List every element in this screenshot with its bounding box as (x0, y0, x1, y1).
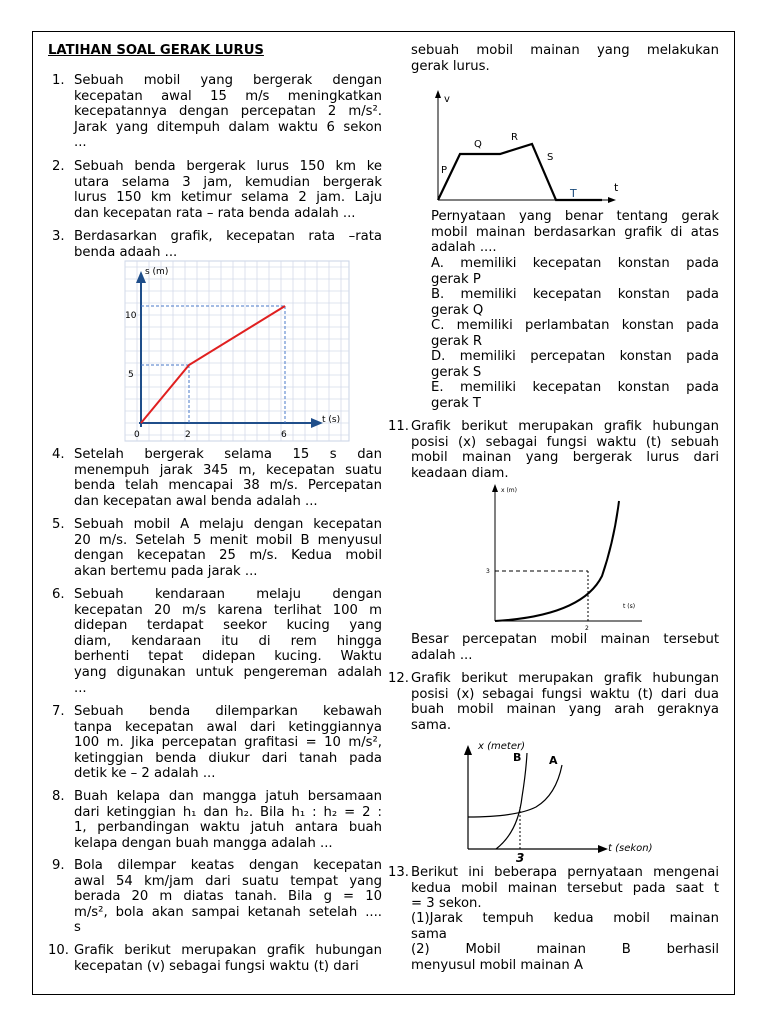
text-line: ... (74, 135, 87, 151)
text-line: A. memiliki kecepatan konstan pada (431, 256, 719, 271)
question-number: 8. (52, 789, 65, 804)
text-line: benda telah mencapai 38 m/s. Percepatan (74, 478, 382, 494)
y-tick-10: 10 (125, 311, 137, 321)
text-line: Bola dilempar keatas dengan kecepatan (74, 858, 382, 873)
text-line: diam, kendaraan itu di rem hingga (74, 633, 382, 649)
text-line: Sebuah benda bergerak lurus 150 km ke (74, 159, 382, 174)
text-line: keadaan diam. (411, 465, 509, 481)
velocity-line (438, 144, 602, 200)
text-line: kedua mobil mainan tersebut pada saat t (411, 880, 719, 896)
x-tick-2: 2 (585, 625, 589, 632)
text-line: Grafik berikut merupakan grafik hubungan (411, 671, 719, 686)
label-q: Q (474, 139, 482, 150)
text-line: 20 m/s. Setelah 5 menit mobil B menyusul (74, 532, 382, 548)
question-text (74, 447, 382, 509)
text-line: buah mobil mainan yang arah geraknya (411, 702, 719, 718)
question-text (411, 671, 719, 733)
t-axis-label: t (sekon) (608, 843, 653, 854)
question-text (74, 858, 382, 936)
question-text (74, 517, 382, 579)
x-tick-2: 2 (185, 430, 191, 440)
question-text (74, 704, 382, 782)
label-s: S (547, 152, 554, 163)
text-line: gerak lurus. (411, 58, 490, 74)
text-line: m/s², bola akan sampai ketanah setelah .... (74, 904, 382, 920)
x-tick-0: 0 (134, 430, 140, 440)
t-axis-arrow (608, 197, 616, 203)
text-line: adalah .... (431, 240, 497, 256)
question-13-statement-1 (411, 911, 719, 942)
text-line: menempuh jarak 345 m, kecepatan suatu (74, 462, 382, 478)
text-line: 100 m. Jika percepatan grafitasi = 10 m/s², (74, 735, 382, 751)
text-line: sebuah mobil mainan yang melakukan (411, 43, 719, 58)
text-line: posisi (x) sebagai fungsi waktu (t) sebuah (411, 434, 719, 450)
x-axis-arrow (492, 484, 498, 492)
question-text (74, 587, 382, 696)
text-line: ... (74, 680, 87, 696)
text-line: C. memiliki perlambatan konstan pada (431, 318, 719, 333)
car-a-curve (468, 765, 562, 817)
text-line: ketinggian benda diukur dari tanah pada (74, 750, 382, 766)
text-line: gerak R (431, 333, 482, 349)
t-axis-label: t (614, 181, 619, 194)
text-line: Buah kelapa dan mangga jatuh bersamaan (74, 789, 382, 804)
question-number: 4. (52, 447, 65, 462)
position-time-graph-2 (456, 737, 676, 865)
text-line: dengan kecepatan 25 m/s. Kedua mobil (74, 548, 382, 564)
text-line: berhenti tepat didepan kucing. Waktu (74, 649, 382, 665)
text-line: Sebuah mobil yang bergerak dengan (74, 73, 382, 88)
label-p: P (441, 165, 448, 176)
question-text (411, 419, 719, 481)
series-b-label: B (513, 751, 522, 764)
text-line: s (74, 920, 81, 936)
question-number: 13. (388, 865, 409, 880)
text-line: Sebuah kendaraan melaju dengan (74, 587, 382, 602)
question-11-ask (411, 632, 719, 663)
question-text (411, 865, 719, 912)
text-line: detik ke – 2 adalah ... (74, 766, 216, 782)
page-title: LATIHAN SOAL GERAK LURUS (48, 43, 264, 58)
text-line: kecepatannya dengan percepatan 2 m/s². (74, 104, 382, 120)
text-line: kelapa dengan buah mangga adalah ... (74, 835, 333, 851)
text-line: mobil mainan berdasarkan grafik di atas (431, 224, 719, 240)
text-line: Pernyataan yang benar tentang gerak (431, 209, 719, 224)
car-b-curve (496, 753, 527, 849)
question-number: 3. (52, 229, 65, 244)
text-line: gerak Q (431, 302, 484, 318)
question-number: 11. (388, 419, 409, 434)
text-line: tanpa kecepatan awal dari ketinggiannya (74, 719, 382, 735)
series-a-label: A (549, 754, 558, 767)
x-axis-label: t (s) (322, 415, 341, 425)
question-10-continued (411, 43, 719, 74)
text-line: kecepatan awal 15 m/s meningkatkan (74, 88, 382, 104)
question-number: 6. (52, 587, 65, 602)
x-tick-6: 6 (281, 430, 287, 440)
text-line: Jarak yang ditempuh dalam waktu 6 sekon (74, 119, 382, 135)
question-text (74, 159, 382, 221)
graph-grid (125, 261, 349, 441)
text-line: Sebuah benda dilemparkan kebawah (74, 704, 382, 719)
label-t: T (570, 187, 577, 200)
t-axis-label: t (s) (623, 603, 636, 610)
text-line: Berdasarkan grafik, kecepatan rata –rata (74, 229, 382, 244)
text-line: kecepatan 20 m/s karena terlihat 100 m (74, 602, 382, 618)
question-10-statement (431, 209, 719, 256)
position-time-graph-1 (486, 481, 652, 632)
x-tick-3: 3 (516, 851, 525, 865)
text-line: yang digunakan untuk pengereman adalah (74, 664, 382, 680)
x-axis-arrow (464, 745, 472, 755)
text-line: awal 54 km/jam dari suatu tempat yang (74, 873, 382, 889)
text-line: E. memiliki kecepatan konstan pada (431, 380, 719, 395)
text-line: menyusul mobil mainan A (411, 957, 583, 973)
question-number: 2. (52, 159, 65, 174)
text-line: Berikut ini beberapa pernyataan mengenai (411, 865, 719, 880)
text-line: sama. (411, 717, 452, 733)
text-line: (1)Jarak tempuh kedua mobil mainan (411, 911, 719, 926)
y-axis-label: s (m) (145, 267, 169, 277)
distance-time-graph (125, 261, 349, 441)
text-line: dan kecepatan rata – rata benda adalah ... (74, 205, 356, 221)
text-line: kecepatan (v) sebagai fungsi waktu (t) dari (74, 958, 359, 974)
text-line: benda adaah ... (74, 244, 178, 260)
text-line: Setelah bergerak selama 15 s dan (74, 447, 382, 462)
text-line: 1, perbandingan waktu jatuh antara buah (74, 820, 382, 836)
question-number: 12. (388, 671, 409, 686)
text-line: mobil mainan yang bergerak lurus dari (411, 450, 719, 466)
y-tick-5: 5 (128, 370, 134, 380)
text-line: didepan terdapat seekor kucing yang (74, 618, 382, 634)
velocity-time-graph (430, 88, 630, 204)
question-number: 7. (52, 704, 65, 719)
text-line: akan bertemu pada jarak ... (74, 563, 258, 579)
x-axis-label: x (m) (501, 487, 517, 494)
text-line: = 3 sekon. (411, 896, 482, 912)
text-line: adalah ... (411, 647, 473, 663)
text-line: Besar percepatan mobil mainan tersebut (411, 632, 719, 647)
question-number: 5. (52, 517, 65, 532)
text-line: Sebuah mobil A melaju dengan kecepatan (74, 517, 382, 532)
option-b (431, 287, 719, 318)
text-line: gerak P (431, 271, 481, 287)
text-line: (2) Mobil mainan B berhasil (411, 942, 719, 957)
question-number: 9. (52, 858, 65, 873)
question-text (74, 789, 382, 851)
question-text (74, 229, 382, 260)
text-line: gerak S (431, 364, 482, 380)
question-number: 1. (52, 73, 65, 88)
text-line: dan kecepatan awal benda adalah ... (74, 493, 318, 509)
text-line: posisi (x) sebagai fungsi waktu (t) dari dua (411, 686, 719, 702)
text-line: sama (411, 926, 447, 942)
text-line: dari ketinggian h₁ dan h₂. Bila h₁ : h₂ = 2 : (74, 804, 382, 820)
v-axis-arrow (435, 90, 441, 98)
x-axis-label: x (meter) (478, 741, 525, 752)
text-line: gerak T (431, 395, 481, 411)
text-line: B. memiliki kecepatan konstan pada (431, 287, 719, 302)
text-line: D. memiliki percepatan konstan pada (431, 349, 719, 364)
y-tick-3: 3 (486, 568, 490, 575)
text-line: berada 20 m diatas tanah. Bila g = 10 (74, 889, 382, 905)
label-r: R (511, 132, 518, 143)
option-d (431, 349, 719, 380)
option-e (431, 380, 719, 411)
parabola-curve (495, 501, 619, 621)
text-line: lurus 150 km ketimur selama 2 jam. Laju (74, 190, 382, 206)
question-13-statement-2 (411, 942, 719, 973)
t-axis-arrow (598, 845, 608, 853)
text-line: utara selama 3 jam, kemudian bergerak (74, 174, 382, 190)
text-line: Grafik berikut merupakan grafik hubungan (74, 943, 382, 958)
question-text (74, 73, 382, 151)
question-text (74, 943, 382, 974)
option-c (431, 318, 719, 349)
v-axis-label: v (444, 94, 450, 105)
option-a (431, 256, 719, 287)
question-number: 10. (48, 943, 69, 958)
text-line: Grafik berikut merupakan grafik hubungan (411, 419, 719, 434)
